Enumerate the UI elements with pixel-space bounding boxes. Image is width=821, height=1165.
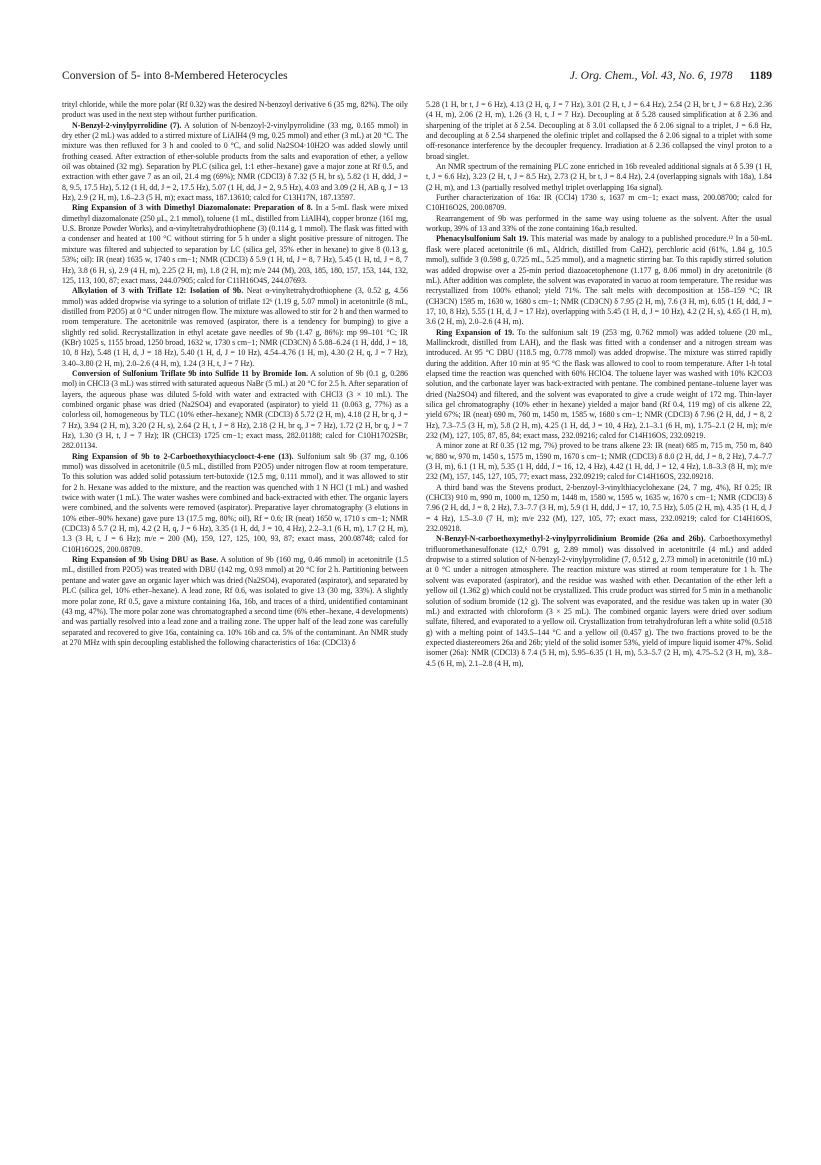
- section-heading: Alkylation of 3 with Triflate 12: Isolation of 9b.: [72, 286, 244, 296]
- section-heading: Phenacylsulfonium Salt 19.: [436, 234, 529, 244]
- paragraph: [62, 369, 408, 452]
- paragraph-text: In a 5-mL flask were mixed dimethyl diazomalonate (250 μL, 2.1 mmol), toluene (1 mL, distilled from LiAlH4), copper bronze (161 mg, U.S. Bronze Powder Works), and α-vinyltetrahydrothiophene (3) (0.114 g, 1 mmol). The flask was fitted with a condenser and heated at 100 °C without stirring for 5 h under a slight positive pressure of nitrogen. The mixture was filtered and subjected to separation by LC (silica gel, 35% ether in hexane) to give 8 (0.13 g, 53%; oil): IR (neat) 1635 w, 1740 s cm−1; NMR (CDCl3) δ 5.9 (1 H, td, J = 8, 7 Hz), 5.45 (1 H, td, J = 8, 7 Hz), 3.8 (6 H, s), 2.9 (4 H, m), 2.25 (2 H, m), 1.8 (2 H, m); m/e 244 (M), 203, 185, 180, 157, 153, 144, 132, 125, 113, 100, 87; exact mass, 244.07905; calcd for C11H16O4S, 244.07693.: [62, 203, 408, 285]
- paragraph: [62, 100, 408, 121]
- paragraph-text: Carboethoxymethyl trifluoromethanesulfonate (12,⁶ 0.791 g, 2.89 mmol) was dissolved in acetonitrile (4 mL) and added dropwise to a stirred solution of N-benzyl-2-vinylpyrrolidine (7, 0.512 g, 2.73 mmol) in acetonitrile (10 mL) at 0 °C under a nitrogen atmosphere. The reaction mixture was stirred at room temperature for 1 h. The solvent was evaporated (aspirator), and the residue was washed with ether. Decantation of the ether left a yellow oil (1.362 g) which could not be crystallized. This crude product was stirred for 5 min in a methanolic solution of sodium bromide (12 g). The solvent was evaporated, and the residue was taken up in water (30 mL) and extracted with chloroform (3 × 25 mL). The combined organic layers were dried over sodium sulfate, filtered, and evaporated to a yellow oil. Crystallization from tetrahydrofuran left a white solid (0.518 g) with a melting point of 143.5–144 °C and a yellow oil (0.457 g). The two fractions proved to be the expected diastereomers 26a and 26b; yield of the solid isomer 53%, yield of impure liquid isomer 47%. Solid isomer (26a): NMR (CDCl3) δ 7.4 (5 H, m), 5.95–6.35 (1 H, m), 5.3–5.7 (2 H, m), 4.75–5.2 (3 H, m), 3.8–4.5 (6 H, m), 2.1–2.8 (4 H, m),: [426, 534, 772, 668]
- paragraph: [426, 193, 772, 214]
- paragraph: [426, 483, 772, 535]
- page-number: 1189: [749, 69, 772, 82]
- section-heading: N-Benzyl-2-vinylpyrrolidine (7).: [72, 120, 182, 130]
- paragraph-text: trityl chloride, while the more polar (Rf 0.32) was the desired N-benzoyl derivative 6 (35 mg, 82%). The oily product was used in the next step without further purification.: [62, 100, 408, 120]
- paragraph: [426, 328, 772, 442]
- paragraph-text: Rearrangement of 9b was performed in the same way using toluene as the solvent. After the usual workup, 39% of 13 and 33% of the zone containing 16a,b resulted.: [426, 213, 772, 234]
- paragraph-text: Sulfonium salt 9b (37 mg, 0.106 mmol) was dissolved in acetonitrile (0.5 mL, distilled from P2O5) under nitrogen flow at room temperature. To this solution was added solid potassium tert-butoxide (12.5 mg, 0.111 mmol), and it was allowed to stir for 2 h. Hexane was added to the mixture, and the reaction was quenched with 1 N HCl (1 mL) and washed twice with water (1 mL). The water washes were combined and back-extracted with ether. The organic layers were combined, and the solvents were removed (aspirator). Preparative layer chromatography (3 elutions in 10% ether–90% hexane) gave pure 13 (17.5 mg, 80%; oil), Rf = 0.6; IR (neat) 1650 w, 1710 s cm−1; NMR (CDCl3) δ 5.7 (2 H, m), 4.2 (2 H, q, J = 6 Hz), 3.35 (1 H, dd, J = 10, 4 Hz), 2.2–3.1 (6 H, m), 1.7 (2 H, m), 1.3 (3 H, t, J = 6 Hz); m/e = 200 (M), 159, 127, 125, 100, 93, 87; exact mass, 200.08748; calcd for C10H16O2S, 200.08709.: [62, 451, 408, 554]
- paragraph-text: Neat α-vinyltetrahydrothiophene (3, 0.52 g, 4.56 mmol) was added dropwise via syringe to a solution of triflate 12⁶ (1.19 g, 5.07 mmol) in acetonitrile (8 mL, distilled from P2O5) at 0 °C under nitrogen flow. The mixture was allowed to stir for 2 h and then warmed to room temperature. The acetonitrile was removed (aspirator, there is a tendency for bumping) to give a slightly red solid. Recrystallization in ethyl acetate gave needles of 9b (1.47 g, 86%): mp 99–101 °C; IR (KBr) 1025 s, 1155 broad, 1250 broad, 1632 w, 1730 s cm−1; NMR (CD3CN) δ 5.88–6.24 (1 H, ddd, J = 18, 10, 8 Hz), 5.48 (1 H, d, J = 18 Hz), 5.40 (1 H, d, J = 10 Hz), 4.54–4.76 (1 H, m), 4.30 (2 H, q, J = 7 Hz), 3.40–3.80 (2 H, m), 2.0–2.6 (4 H, m), 1.24 (3 H, t, J = 7 Hz).: [62, 286, 408, 368]
- paragraph: [426, 162, 772, 193]
- journal-name: J. Org. Chem., Vol. 43, No. 6, 1978: [569, 69, 733, 82]
- paragraph: [62, 203, 408, 286]
- running-title: Conversion of 5- into 8-Membered Heterocycles: [62, 69, 288, 82]
- paragraph: [426, 234, 772, 327]
- paragraph-text: 5.28 (1 H, br t, J = 6 Hz), 4.13 (2 H, q, J = 7 Hz), 3.01 (2 H, t, J = 6.4 Hz), 2.54 (2 H, br t, J = 6.8 Hz), 2.36 (4 H, m), 2.06 (2 H, m), 1.26 (3 H, t, J = 7 Hz). Decoupling at δ 5.28 caused simplification at δ 2.36 and sharpening of the triplet at δ 2.54. Decoupling at δ 3.01 collapsed the δ 2.06 signal to a triplet, J = 6.8 Hz, and decoupling at δ 2.54 sharpened the olefinic triplet and collapsed the δ 2.06 signal to a triplet with some off-resonance interference by the decoupler frequency. Irradiation at δ 2.36 collapsed the vinyl proton to a broad singlet.: [426, 100, 772, 161]
- paragraph-text: A solution of N-benzoyl-2-vinylpyrrolidine (33 mg, 0.165 mmol) in dry ether (2 mL) was added to a stirred mixture of LiAlH4 (9 mg, 0.25 mmol) and ether (3 mL) at 20 °C. The mixture was then refluxed for 3 h and cooled to 0 °C, and solid Na2SO4·10H2O was added slowly until frothing ceased. After extraction of ether-soluble products from the salts and evaporation of ether, a yellow oil was obtained (32 mg). Separation by PLC (silica gel, 1:1 ether–hexane) gave a major zone at Rf 0.5, and extraction with ether gave 7 as an oil, 21.4 mg (69%); NMR (CDCl3) δ 7.32 (5 H, br s), 5.82 (1 H, ddd, J = 8, 9.5, 17.5 Hz), 5.12 (1 H, dd, J = 2, 17.5 Hz), 5.07 (1 H, dd, J = 2, 9.5 Hz), 4.03 and 3.09 (2 H, AB q, J = 13 Hz), 2.9 (2 H, m), 1.6–2.3 (5 H, m); exact mass, 187.13610; calcd for C13H17N, 187.13597.: [62, 120, 408, 203]
- paragraph: [62, 121, 408, 204]
- paragraph-text: Further characterization of 16a: IR (CCl4) 1730 s, 1637 m cm−1; exact mass, 200.08700; calcd for C10H16O2S, 200.08709.: [426, 193, 772, 213]
- journal-citation: [570, 69, 772, 82]
- running-header: [62, 69, 772, 85]
- paragraph: [426, 214, 772, 235]
- paragraph-text: A third band was the Stevens product, 2-benzoyl-3-vinylthiacyclohexane (24, 7 mg, 4%), Rf 0.25; IR (CHCl3) 910 m, 990 m, 1000 m, 1250 m, 1448 m, 1580 w, 1595 w, 1635 w, 1670 s cm−1; NMR (CDCl3) δ 7.96 (2 H, dd, J = 8, 2 Hz), 7.3–7.7 (3 H, m), 5.9 (1 H, ddd, J = 17, 10, 7.5 Hz), 5.05 (2 H, m), 4.35 (1 H, d, J = 4 Hz), 1.5–3.0 (7 H, m); m/e 232 (M), 127, 105, 77; exact mass, 232.09219; calcd for C14H16OS, 232.09218.: [426, 482, 772, 534]
- left-column: [62, 100, 408, 1150]
- paragraph-text: To the sulfonium salt 19 (253 mg, 0.762 mmol) was added toluene (20 mL, Mallinckrodt, distilled from LAH), and the flask was fitted with a condenser and a nitrogen stream was introduced. At 95 °C DBU (118.5 mg, 0.778 mmol) was added dropwise. The mixture was stirred rapidly during the addition. After 10 min at 95 °C the flask was allowed to cool to room temperature. After 1-h total elapsed time the reaction was quenched with 60% HClO4. The toluene layer was washed with 10% K2CO3 solution, and the carbonate layer was back-extracted with pentane. The combined pentane–toluene layer was dried (Na2SO4) and filtered, and the solvent was evaporated to give a crude weight of 172 mg. Thin-layer silica gel chromatography (10% ether in hexane) yielded a major band (Rf 0.4, 119 mg) of cis alkene 22, yield 67%; IR (neat) 690 m, 760 m, 1450 m, 1585 w, 1680 s cm−1; NMR (CDCl3) δ 7.96 (2 H, dd, J = 8, 2 Hz), 7.3–7.5 (3 H, m), 5.8 (2 H, m), 4.25 (1 H, dd, J = 10, 4 Hz), 2.1–3.1 (6 H, m), 1.75–2.1 (2 H, m); m/e 232 (M), 127, 105, 87, 85, 84; exact mass, 232.09216; calcd for C14H16OS, 232.09219.: [426, 327, 772, 440]
- paragraph-text: An NMR spectrum of the remaining PLC zone enriched in 16b revealed additional signals at δ 5.39 (1 H, t, J = 6.6 Hz), 3.23 (2 H, t, J = 8.5 Hz), 2.73 (2 H, br t, J = 8.4 Hz), 2.4 (overlapping signals with 18a), 1.84 (2 H, m), and 1.3 (partially resolved methyl triplet overlapping 16a signal).: [426, 162, 772, 192]
- paragraph: [62, 286, 408, 369]
- paragraph-text: A solution of 9b (160 mg, 0.46 mmol) in acetonitrile (1.5 mL, distilled from P2O5) was treated with DBU (142 mg, 0.93 mmol) at 20 °C for 2 h. Partitioning between pentane and water gave an organic layer which was dried (Na2SO4), evaporated (aspirator), and separated by PLC (silica gel, 10% ether–hexane). A lead zone, Rf 0.6, was isolated to give 13 (30 mg, 33%). A slightly more polar zone, Rf 0.5, gave a mixture containing 16a, 16b, and traces of a third, unidentified contaminant (43 mg, 47%). The more polar zone was chromatographed a second time (6% ether–hexane, 4 developments) and was partially resolved into a lead zone and a trailing zone. The upper half of the lead zone was carefully separated and recovered to give 16a, containing ca. 10% 16b and ca. 5% of the contaminant. An NMR study at 270 MHz with spin decoupling established the following characteristics of 16a: (CDCl3) δ: [62, 555, 408, 647]
- paragraph: [426, 441, 772, 482]
- section-heading: Ring Expansion of 9b to 2-Carboethoxythiacyclooct-4-ene (13).: [72, 451, 294, 461]
- right-column: [426, 100, 772, 1150]
- paragraph-text: A minor zone at Rf 0.35 (12 mg, 7%) proved to be trans alkene 23: IR (neat) 685 m, 715 m, 750 m, 840 w, 880 w, 970 m, 1450 s, 1575 m, 1590 m, 1670 s cm−1; NMR (CDCl3) δ 8.0 (2 H, dd, J = 8, 2 Hz), 7.4–7.7 (3 H, m), 6.1 (1 H, m), 5.35 (1 H, ddd, J = 16, 12, 4 Hz), 4.42 (1 H, dd, J = 12, 4 Hz), 1.8–3.3 (8 H, m); m/e 232 (M), 157, 145, 127, 105, 77; exact mass, 232.09219; calcd for C14H16OS, 232.09218.: [426, 441, 772, 482]
- paragraph: [426, 534, 772, 668]
- paragraph-text: A solution of 9b (0.1 g, 0.286 mol) in CHCl3 (3 mL) was stirred with saturated aqueous NaBr (5 mL) at 20 °C for 2.5 h. After separation of layers, the aqueous phase was diluted 5-fold with water and extracted with CHCl3 (3 × 10 mL). The combined organic phase was dried (Na2SO4) and evaporated (aspirator) to yield 11 (0.063 g, 77%) as a colorless oil, homogeneous by TLC (10% ether–hexane); NMR (CDCl3) δ 5.72 (2 H, m), 4.18 (2 H, br q, J = 7 Hz), 3.94 (2 H, m), 3.20 (2 H, s), 2.64 (2 H, t, J = 8 Hz), 2.18 (2 H, br q, J = 7 Hz), 1.72 (2 H, br q, J = 7 Hz), 1.30 (3 H, t, J = 7 Hz); IR (CHCl3) 1725 cm−1; exact mass, 282.01188; calcd for C10H17O2SBr, 282.01134.: [62, 368, 408, 451]
- paragraph: [426, 100, 772, 162]
- paragraph: [62, 555, 408, 648]
- section-heading: Ring Expansion of 19.: [436, 327, 515, 337]
- section-heading: Conversion of Sulfonium Triflate 9b into Sulfide 11 by Bromide Ion.: [72, 368, 309, 378]
- section-heading: N-Benzyl-N-carboethoxymethyl-2-vinylpyrrolidinium Bromide (26a and 26b).: [436, 534, 706, 544]
- section-heading: Ring Expansion of 9b Using DBU as Base.: [72, 555, 219, 565]
- paragraph: [62, 452, 408, 555]
- paragraph-text: This material was made by analogy to a published procedure.¹² In a 50-mL flask were placed acetonitrile (6 mL, Aldrich, distilled from CaH2), perchloric acid (61%, 1.84 g, 10.5 mmol), sulfide 3 (0.598 g, 0.725 mL, 5.25 mmol), and a magnetic stirring bar. To this rapidly stirred solution was added dropwise over a 25-min period diazoacetophenone (1.177 g, 8.06 mmol) in dry acetonitrile (8 mL). After addition was complete, the solvent was evaporated in vacuo at room temperature. The residue was recrystallized from 100% ethanol; yield 71%. The salt melts with decomposition at 158–159 °C; IR (CH3CN) 1595 m, 1630 w, 1680 s cm−1; NMR (CD3CN) δ 7.95 (2 H, m), 7.6 (3 H, m), 6.05 (1 H, ddd, J = 17, 10, 8 Hz), 5.55 (1 H, d, J = 17 Hz), overlapping with 5.45 (1 H, d, J = 10 Hz), 4.2 (2 H, s), 4.65 (1 H, m), 3.6 (2 H, m), 2.0–2.6 (4 H, m).: [426, 234, 772, 327]
- section-heading: Ring Expansion of 3 with Dimethyl Diazomalonate: Preparation of 8.: [72, 203, 313, 213]
